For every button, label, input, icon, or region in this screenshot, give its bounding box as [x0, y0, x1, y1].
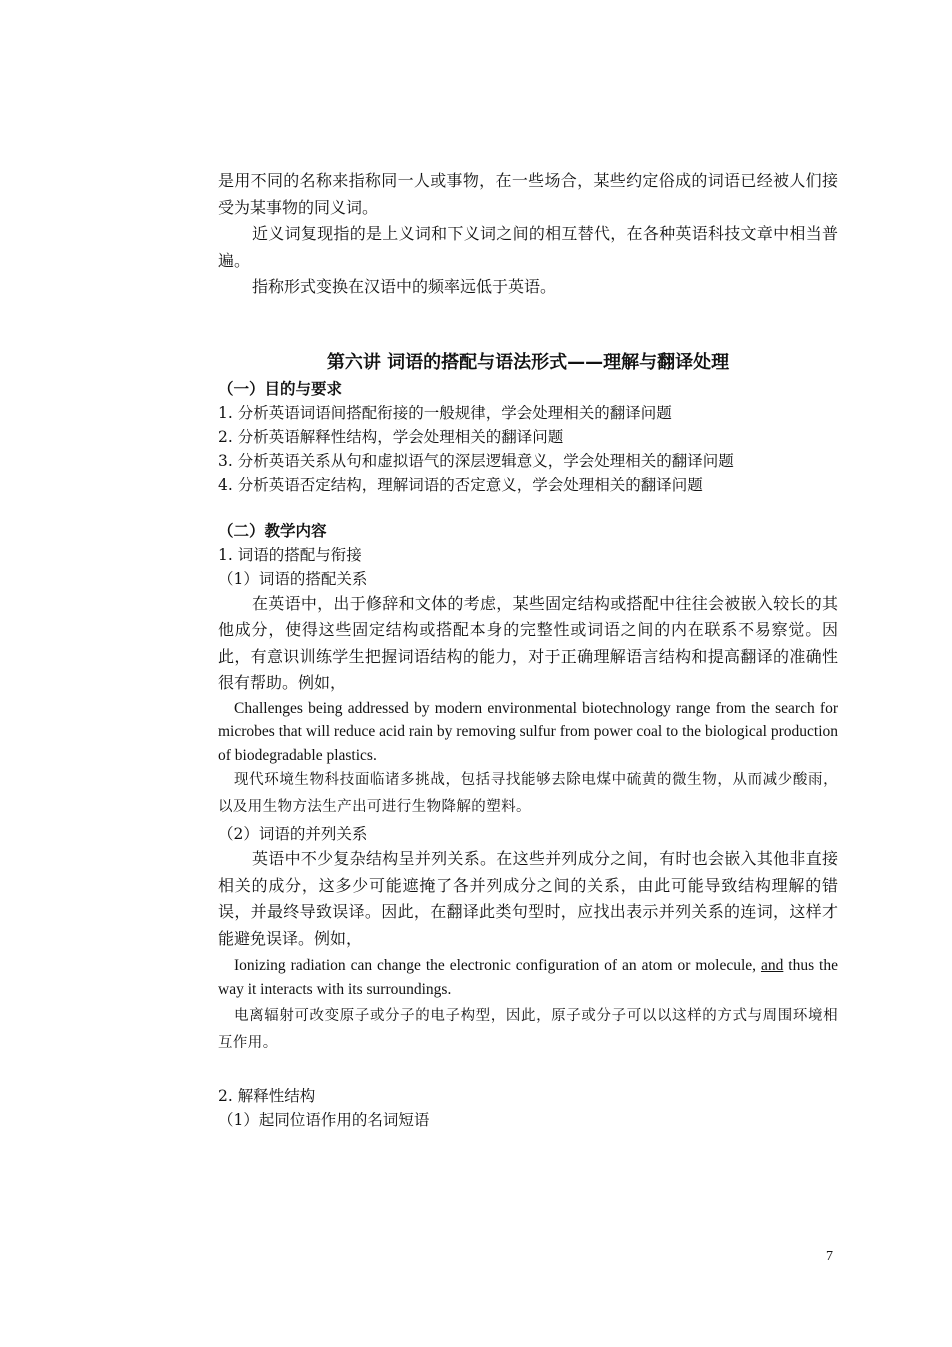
body-paragraph: 在英语中，出于修辞和文体的考虑，某些固定结构或搭配中往往会被嵌入较长的其他成分，使得这些固定结构或搭配本身的完整性或词语之间的内在联系不易察觉。因此，有意识训练学生把握词语结构的能力，对于正确理解语言结构和提高翻译的准确性很有帮助。例如，	[218, 593, 838, 692]
objective-item: 3. 分析英语关系从句和虚拟语气的深层逻辑意义，学会处理相关的翻译问题	[218, 451, 734, 470]
lecture-title: 第六讲 词语的搭配与语法形式——理解与翻译处理	[326, 351, 730, 373]
example-text: Ionizing radiation can change the electronic configuration of an atom or molecule,	[234, 957, 761, 974]
subsection-heading: （1）起同位语作用的名词短语	[218, 1111, 430, 1129]
subsection-heading: 1. 词语的搭配与衔接	[218, 545, 362, 564]
subsection-heading: 2. 解释性结构	[218, 1087, 316, 1105]
page-number: 7	[826, 1249, 833, 1264]
objective-item: 2. 分析英语解释性结构，学会处理相关的翻译问题	[218, 427, 564, 446]
underlined-conjunction: and	[760, 957, 784, 974]
example-chinese: 电离辐射可改变原子或分子的电子构型，因此，原子或分子可以以这样的方式与周围环境相互作用。	[218, 1008, 838, 1051]
intro-paragraph-1: 是用不同的名称来指称同一人或事物，在一些场合，某些约定俗成的词语已经被人们接受为某事物的同义词。	[218, 171, 838, 217]
example-text: thus the way it interacts with its surroundings.	[218, 957, 838, 998]
page-content	[218, 168, 838, 1132]
subsection-heading: （2）词语的并列关系	[218, 825, 368, 843]
objective-item: 1. 分析英语词语间搭配衔接的一般规律，学会处理相关的翻译问题	[218, 403, 672, 422]
section-heading-objectives: （一）目的与要求	[218, 379, 343, 398]
section-heading-content: （二）教学内容	[218, 521, 327, 540]
intro-paragraph-3: 指称形式变换在汉语中的频率远低于英语。	[252, 277, 557, 296]
intro-paragraph-2: 近义词复现指的是上义词和下义词之间的相互替代，在各种英语科技文章中相当普遍。	[218, 224, 838, 270]
body-paragraph: 英语中不少复杂结构呈并列关系。在这些并列成分之间，有时也会嵌入其他非直接相关的成分，这多少可能遮掩了各并列成分之间的关系，由此可能导致结构理解的错误，并最终导致误译。因此，在翻译此类句型时，应找出表示并列关系的连词，这样才能避免误译。例如，	[218, 849, 838, 948]
example-english	[218, 954, 838, 1001]
example-english: Challenges being addressed by modern environmental biotechnology range from the search for microbes that will reduce acid rain by removing sulfur from power coal to the biological production of biodegradable plastics.	[218, 699, 838, 764]
example-chinese: 现代环境生物科技面临诸多挑战，包括寻找能够去除电煤中硫黄的微生物，从而减少酸雨，以及用生物方法生产出可进行生物降解的塑料。	[218, 772, 838, 815]
subsection-heading: （1）词语的搭配关系	[218, 569, 368, 588]
objective-item: 4. 分析英语否定结构，理解词语的否定意义，学会处理相关的翻译问题	[218, 475, 703, 494]
